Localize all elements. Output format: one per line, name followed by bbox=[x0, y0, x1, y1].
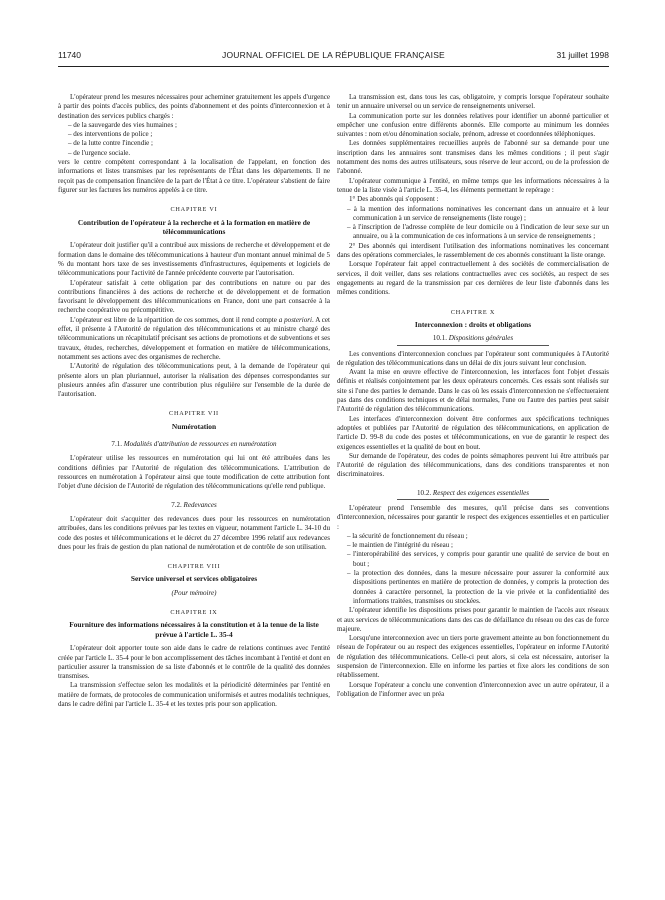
paragraph: L'opérateur prend l'ensemble des mesures, qu'il précise dans ses conventions d'interconnexion, nécessaires pour garantir le respect des exigences essentielles et en particulier : bbox=[337, 503, 609, 531]
chapter-title: Service universel et services obligatoires bbox=[130, 574, 258, 584]
list-item: – de la sauvegarde des vies humaines ; bbox=[68, 120, 177, 129]
chapter-title: Numérotation bbox=[171, 421, 217, 431]
text-run: L'opérateur est libre de la répartition de ces sommes, dont il rend compte bbox=[70, 315, 277, 324]
section-heading bbox=[58, 440, 330, 449]
chapter-label: CHAPITRE X bbox=[450, 308, 496, 316]
list-item: – la protection des données, dans la mesure nécessaire pour assurer la conformité aux dispositions pertinentes en matière de protection de données, y compris la protection des données à caractère personnel, la protection de la vie privée et la confidentialité des informations traitées, transmises ou stockées. bbox=[347, 569, 609, 605]
list-item: – l'interopérabilité des services, y compris pour garantir une qualité de service de bout en bout ; bbox=[347, 550, 609, 568]
section-heading bbox=[337, 489, 609, 498]
section-heading bbox=[58, 501, 330, 510]
section-heading bbox=[337, 334, 609, 343]
section-rule bbox=[397, 345, 549, 346]
chapter-title: Contribution de l'opérateur à la recherche et à la formation en matière de télécommunications bbox=[77, 217, 311, 236]
chapter-label: CHAPITRE VI bbox=[170, 206, 218, 214]
list-item: 1° Des abonnés qui s'opposent : bbox=[349, 195, 439, 204]
list-item: – à la mention des informations nominatives les concernant dans un annuaire et à leur communication à un service de renseignements (liste rouge) ; bbox=[347, 204, 609, 222]
page-number: 11740 bbox=[58, 50, 82, 60]
list-item: – la sécurité de fonctionnement du réseau ; bbox=[347, 531, 468, 540]
section-number: 10.1. bbox=[432, 334, 447, 343]
chapter-title: Interconnexion : droits et obligations bbox=[414, 319, 532, 329]
paragraph: L'opérateur doit justifier qu'il a contribué aux missions de recherche et développement et de formation dans le domaine des télécommunications à hauteur d'un montant annuel minimal de 5 % du montant hors taxe de ses investissements d'infrastructures, équipements et logiciels de télécommunications pour l'activité de l'année précédente couverte par l'autorisation. bbox=[58, 241, 330, 278]
paragraph: Avant la mise en œuvre effective de l'interconnexion, les interfaces font l'objet d'essais définis et réalisés conjointement par les deux opérateurs concernés. Ces essais sont réalisés sur site si l'une des parties le demande. Dans le cas où les essais d'interconnexion ne s'effectueraient pas dans des conditions techniques et de délai normales, l'une ou l'autre des parties peut saisir l'Autorité de régulation des télécommunications. bbox=[337, 368, 609, 414]
issue-date: 31 juillet 1998 bbox=[556, 50, 609, 60]
paragraph: L'opérateur prend les mesures nécessaires pour acheminer gratuitement les appels d'urgence à partir des points d'accès publics, des points d'abonnement et des points d'interconnexion et à destination des services publics chargés : bbox=[58, 93, 330, 120]
paragraph: Lorsque l'opérateur a conclu une convention d'interconnexion avec un autre opérateur, il a l'obligation de l'informer avec un préa bbox=[337, 680, 609, 698]
journal-title: JOURNAL OFFICIEL DE LA RÉPUBLIQUE FRANÇAISE bbox=[222, 50, 445, 60]
section-number: 10.2. bbox=[417, 488, 432, 497]
italic-term: a posteriori bbox=[278, 315, 312, 324]
paragraph: L'opérateur doit apporter toute son aide dans le cadre de relations continues avec l'entité créée par l'article L. 35-4 pour le bon accomplissement des tâches incombant à l'entité et dont en particulier assurer la transmission de sa liste d'abonnés et le contrôle de la qualité des données transmises. bbox=[58, 644, 330, 681]
paragraph: L'opérateur communique à l'entité, en même temps que les informations nécessaires à la tenue de la liste visée à l'article L. 35-4, les éléments permettant le repérage : bbox=[337, 176, 609, 194]
list-item: – le maintien de l'intégrité du réseau ; bbox=[347, 541, 453, 550]
section-title: Modalités d'attribution de ressources en numérotation bbox=[123, 440, 277, 449]
section-title: Dispositions générales bbox=[448, 334, 514, 343]
chapter-label: CHAPITRE IX bbox=[170, 609, 218, 617]
list-item: – de l'urgence sociale. bbox=[68, 148, 131, 157]
section-rule bbox=[397, 499, 549, 500]
section-number: 7.2. bbox=[171, 500, 182, 509]
list-item: – des interventions de police ; bbox=[68, 130, 153, 139]
paragraph: Les données supplémentaires recueillies auprès de l'abonné sur sa demande pour une inscription dans les annuaires sont transmises dans les mêmes conditions ; il peut s'agir notamment des noms des autres utilisateurs, sous réserve de leur accord, ou de la profession de l'abonné. bbox=[337, 139, 609, 176]
paragraph: La transmission est, dans tous les cas, obligatoire, y compris lorsque l'opérateur souhaite tenir un annuaire universel ou un service de renseignements universel. bbox=[337, 93, 609, 111]
paragraph bbox=[58, 316, 330, 362]
section-number: 7.1. bbox=[111, 440, 122, 449]
paragraph: La communication porte sur les données relatives pour identifier un abonné particulier et empêcher une confusion entre différents abonnés. Elle comporte au minimum les données suivantes : nom et/ou dénomination sociale, prénom, adresse et coordonnées téléphoniques. bbox=[337, 111, 609, 139]
paragraph: Les conventions d'interconnexion conclues par l'opérateur sont communiquées à l'Autorité de régulation des télécommunications dans un délai de dix jours suivant leur conclusion. bbox=[337, 349, 609, 367]
paragraph: Lorsque l'opérateur fait appel contractuellement à des sociétés de commercialisation de services, il doit veiller, dans ses relations contractuelles avec ces sociétés, au respect de ses engagements au regard de la transmission par ces dernières de leur liste d'abonnés dans les mêmes conditions. bbox=[337, 260, 609, 297]
chapter-label: CHAPITRE VIII bbox=[167, 563, 221, 571]
chapter-title: Fourniture des informations nécessaires à la constitution et à la tenue de la liste prévue à l'article L. 35-4 bbox=[69, 620, 319, 639]
paragraph: L'Autorité de régulation des télécommunications peut, à la demande de l'opérateur qui présente alors un plan pluriannuel, autoriser la réalisation des dépenses correspondantes sur plusieurs années afin d'assurer une contribution plus régulière sur l'ensemble de la durée de l'autorisation. bbox=[58, 362, 330, 399]
section-title: Redevances bbox=[183, 500, 217, 509]
paragraph: L'opérateur satisfait à cette obligation par des contributions en nature ou par des contributions financières à des actions de recherche et de développement et de formation favorisant le développement des télécommunications en France, dont une part consacrée à la recherche coopérative ou précompétitive. bbox=[58, 278, 330, 315]
header-rule bbox=[58, 66, 609, 67]
right-column bbox=[337, 93, 609, 883]
chapter-note: (Pour mémoire) bbox=[171, 588, 217, 597]
paragraph: L'opérateur doit s'acquitter des redevances dues pour les ressources en numérotation attribuées, dans les conditions prévues par les textes en vigueur, notamment l'article L. 34-10 du code des postes et télécommunications et le décret du 27 décembre 1996 relatif aux redevances dues pour les frais de gestion du plan national de numérotation et de contrôle de son utilisation. bbox=[58, 514, 330, 551]
paragraph: L'opérateur identifie les dispositions prises pour garantir le maintien de l'accès aux réseaux et aux services de télécommunications dans des cas de défaillance du réseau ou des cas de force majeure. bbox=[337, 606, 609, 633]
paragraph: Les interfaces d'interconnexion doivent être conformes aux spécifications techniques adoptées et publiées par l'Autorité de régulation des télécommunications, en application de l'article D. 99-8 du code des postes et télécommunications, en vue de garantir le respect des exigences essentielles et la qualité de bout en bout. bbox=[337, 414, 609, 451]
page-header bbox=[58, 50, 609, 64]
paragraph: Sur demande de l'opérateur, des codes de points sémaphores peuvent lui être attribués par l'Autorité de régulation des télécommunications, dans des conditions transparentes et non discriminatoires. bbox=[337, 451, 609, 479]
text-run: . A cet effet, il présente à l'Autorité de régulation des télécommunications et au ministre chargé des télécommunications un récapitulatif précisant ses actions de promotions et de subventions et ses travaux, études, recherches, développement et formation en matière de télécommunications, notamment ses actions avec des organismes de recherche. bbox=[58, 315, 330, 361]
paragraph: Lorsqu'une interconnexion avec un tiers porte gravement atteinte au bon fonctionnement du réseau de l'opérateur ou au respect des exigences essentielles, l'opérateur en informe l'Autorité de régulation des télécommunications. Celle-ci peut alors, si cela est nécessaire, autoriser la suspension de l'interconnexion. Elle en informe les parties et fixe alors les conditions de son rétablissement. bbox=[337, 634, 609, 680]
left-column bbox=[58, 93, 330, 883]
paragraph: L'opérateur utilise les ressources en numérotation qui lui ont été attribuées dans les conditions définies par l'Autorité de régulation des télécommunications. L'attribution de ressources en numérotation à l'opérateur ainsi que toute modification de cette attribution font l'objet d'une décision de l'Autorité de régulation des télécommunications qu'elle rend publique. bbox=[58, 454, 330, 491]
paragraph: La transmission s'effectue selon les modalités et la périodicité déterminées par l'entité en matière de formats, de protocoles de communication uniformisés et autres modalités techniques, dans le cadre défini par l'article L. 35-4 et les textes pris pour son application. bbox=[58, 681, 330, 708]
list-item: – de la lutte contre l'incendie ; bbox=[68, 139, 154, 148]
list-item: – à l'inscription de l'adresse complète de leur domicile ou à l'indication de leur sexe sur un annuaire, ou à la communication de ces informations à un service de renseignements ; bbox=[347, 223, 609, 241]
section-title: Respect des exigences essentielles bbox=[432, 488, 529, 497]
paragraph: vers le centre compétent correspondant à la localisation de l'appelant, en fonction des informations et listes transmises par les représentants de l'État dans les départements. Il ne reçoit pas de compensation financière de la part de l'État à ce titre. L'opérateur s'abstient de faire figurer sur les factures les numéros appelés à ce titre. bbox=[58, 158, 330, 194]
list-item: 2° Des abonnés qui interdisent l'utilisation des informations nominatives les concernant dans des opérations commerciales, le rassemblement de ces abonnés constituant la liste orange. bbox=[337, 241, 609, 260]
chapter-label: CHAPITRE VII bbox=[169, 410, 219, 418]
